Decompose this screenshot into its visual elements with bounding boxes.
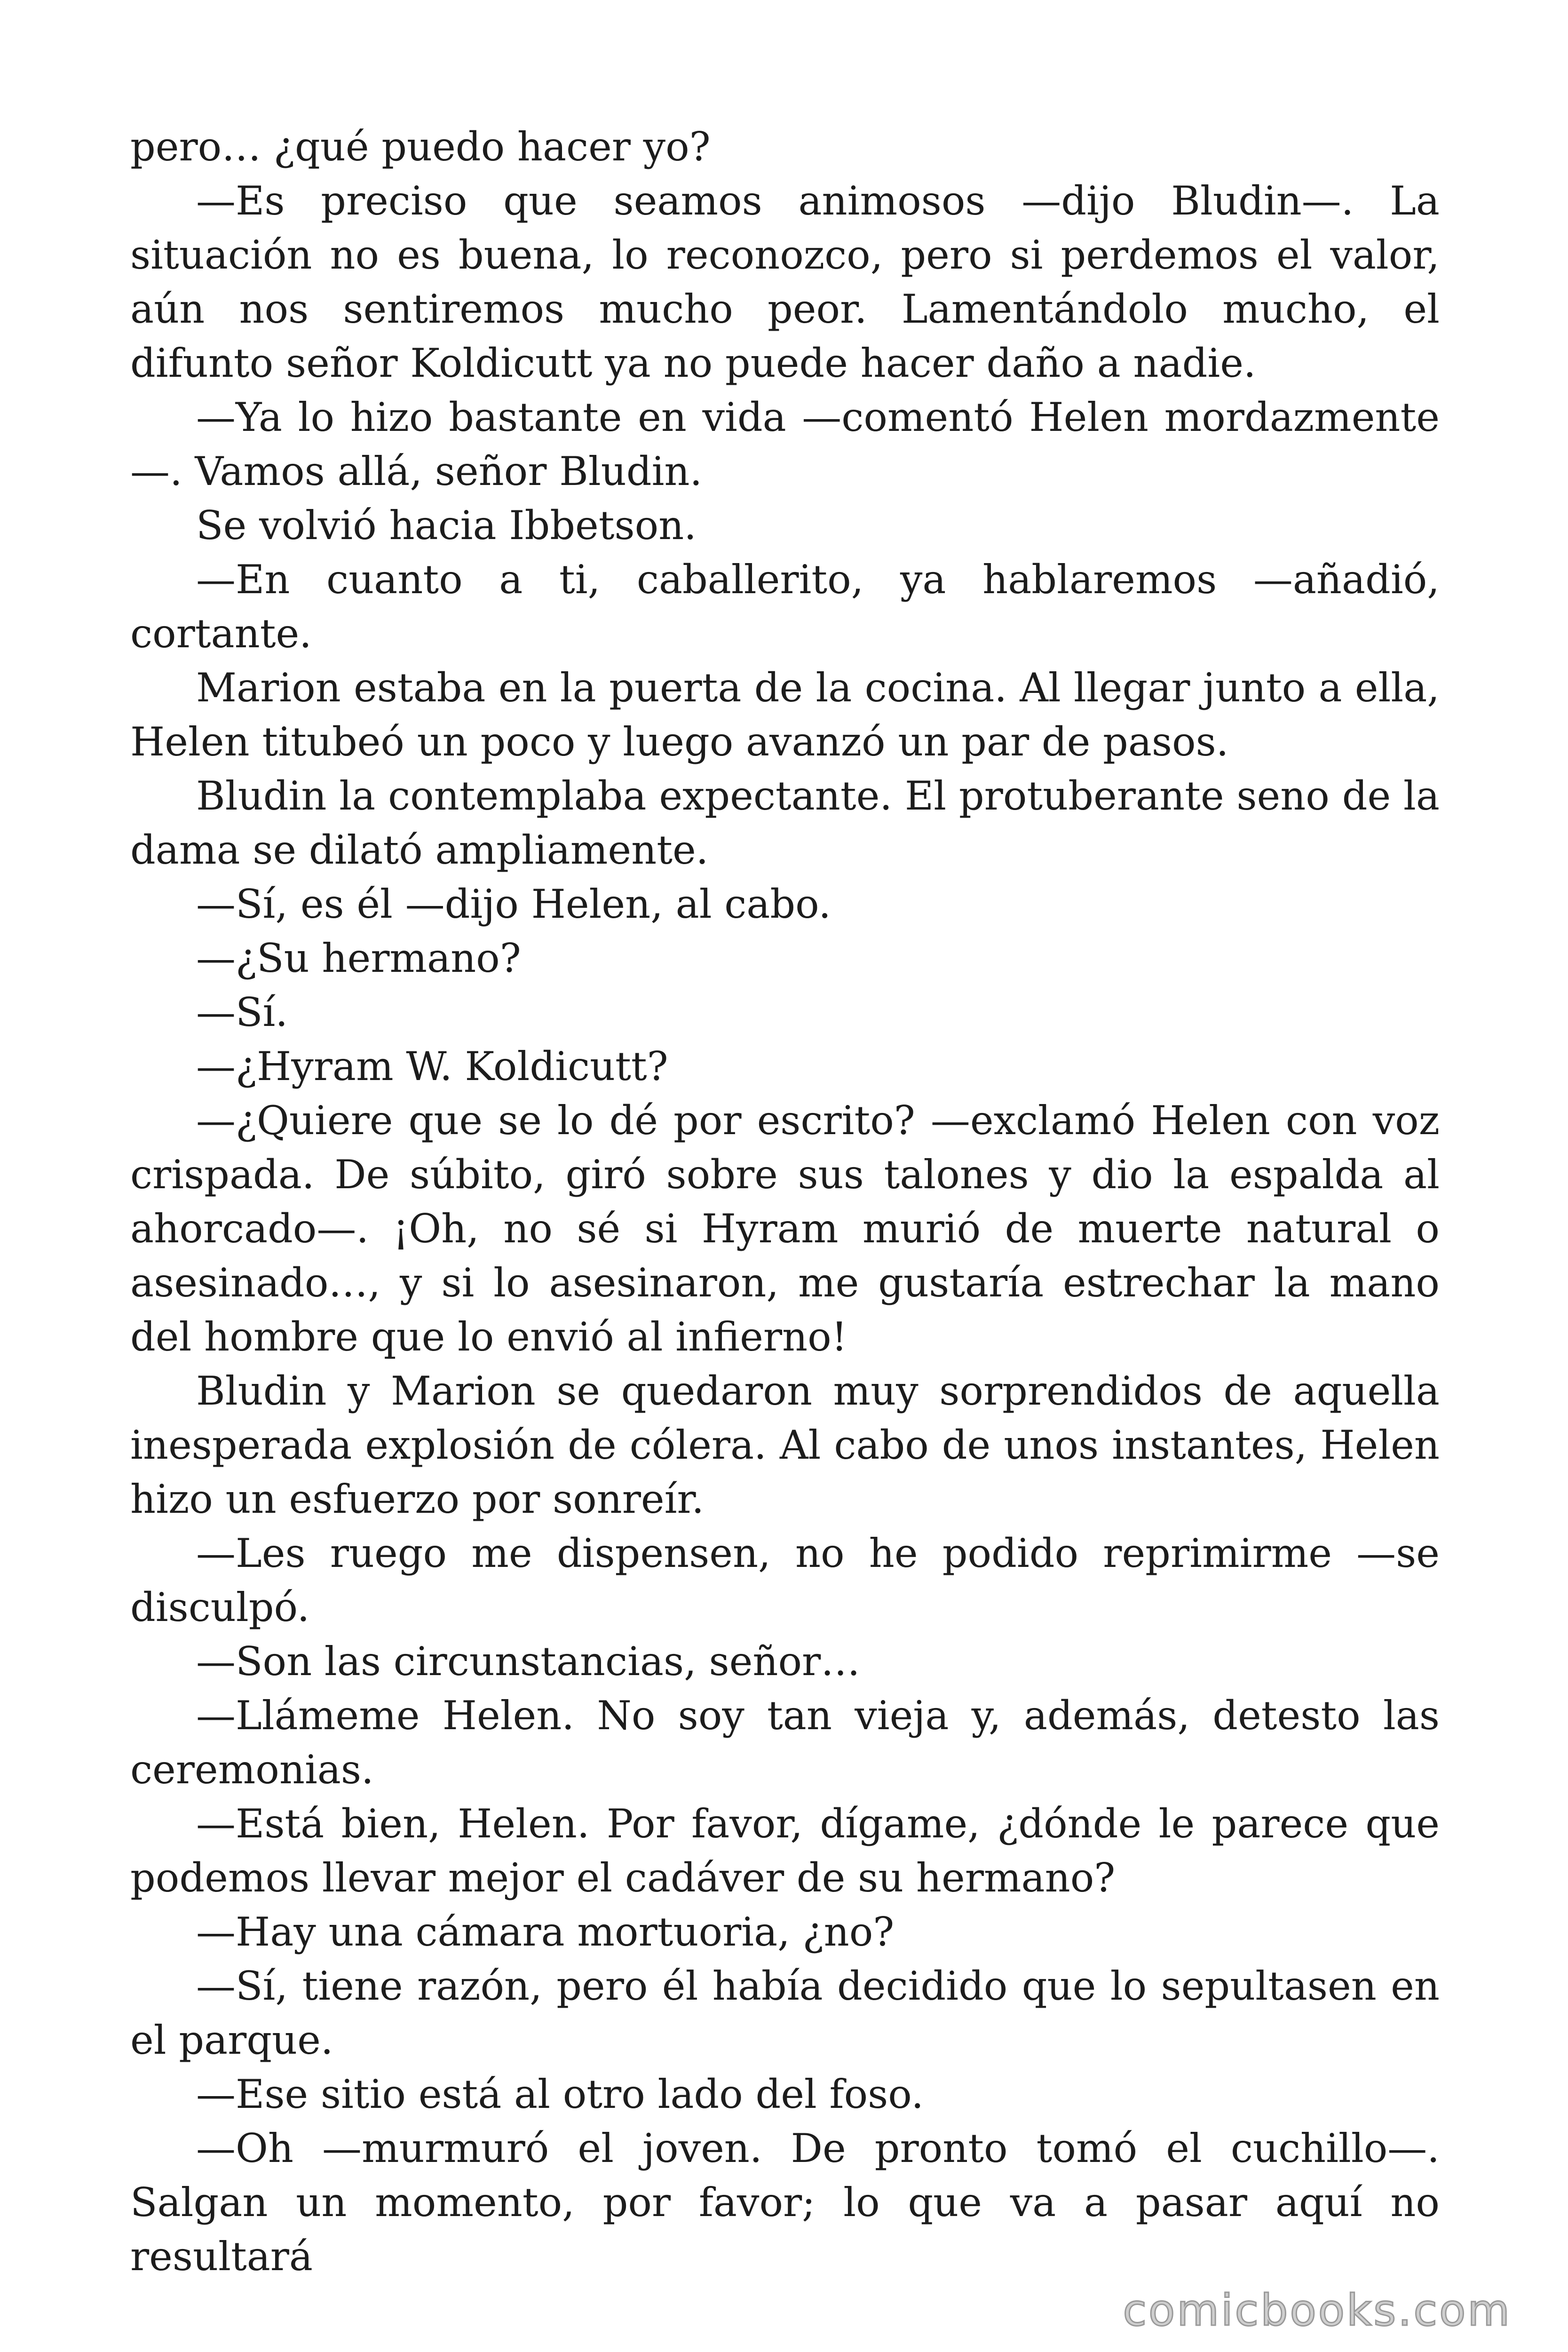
paragraph: —Les ruego me dispensen, no he podido reprimirme —se disculpó. [130, 1530, 1440, 1630]
paragraph: —Sí, tiene razón, pero él había decidido que lo sepultasen en el parque. [130, 1963, 1440, 2063]
paragraph: —¿Quiere que se lo dé por escrito? —exclamó Helen con voz crispada. De súbito, giró sobre sus talones y dio la espalda al ahorcado—. ¡Oh, no sé si Hyram murió de muerte natural o asesinado…, y si lo asesinaron, me gustaría estrechar la mano del hombre que lo envió al infierno! [130, 1097, 1440, 1360]
paragraph: —En cuanto a ti, caballerito, ya hablaremos —añadió, cortante. [130, 556, 1440, 657]
paragraph: —¿Su hermano? [196, 935, 521, 981]
paragraph: —Ese sitio está al otro lado del foso. [196, 2071, 924, 2117]
paragraph: —Sí. [196, 989, 288, 1035]
paragraph: —Ya lo hizo bastante en vida —comentó Helen mordazmente—. Vamos allá, señor Bludin. [130, 394, 1440, 494]
paragraph: Bludin y Marion se quedaron muy sorprendidos de aquella inesperada explosión de cólera. Al cabo de unos instantes, Helen hizo un esfuerzo por sonreír. [130, 1368, 1440, 1522]
paragraph: Se volvió hacia Ibbetson. [196, 502, 697, 548]
paragraph: —Es preciso que seamos animosos —dijo Bludin—. La situación no es buena, lo reconozco, pero si perdemos el valor, aún nos sentiremos mucho peor. Lamentándolo mucho, el difunto señor Koldicutt ya no puede hacer daño a nadie. [130, 178, 1440, 386]
paragraph: —Son las circunstancias, señor… [196, 1638, 861, 1685]
paragraph: Marion estaba en la puerta de la cocina. Al llegar junto a ella, Helen titubeó un poco y luego avanzó un par de pasos. [130, 665, 1440, 765]
watermark: comicbooks.com [1123, 2285, 1512, 2336]
paragraph: —Está bien, Helen. Por favor, dígame, ¿dónde le parece que podemos llevar mejor el cadáver de su hermano? [130, 1801, 1440, 1901]
paragraph: pero… ¿qué puedo hacer yo? [130, 124, 711, 170]
paragraph: Bludin la contemplaba expectante. El protuberante seno de la dama se dilató ampliamente. [130, 773, 1440, 873]
paragraph: —Hay una cámara mortuoria, ¿no? [196, 1909, 895, 1955]
page-text [130, 120, 1440, 2284]
paragraph: —¿Hyram W. Koldicutt? [196, 1043, 668, 1089]
paragraph: —Llámeme Helen. No soy tan vieja y, además, detesto las ceremonias. [130, 1692, 1440, 1793]
paragraph: —Oh —murmuró el joven. De pronto tomó el cuchillo—. Salgan un momento, por favor; lo que va a pasar aquí no resultará [130, 2125, 1440, 2280]
paragraph: —Sí, es él —dijo Helen, al cabo. [196, 881, 831, 927]
